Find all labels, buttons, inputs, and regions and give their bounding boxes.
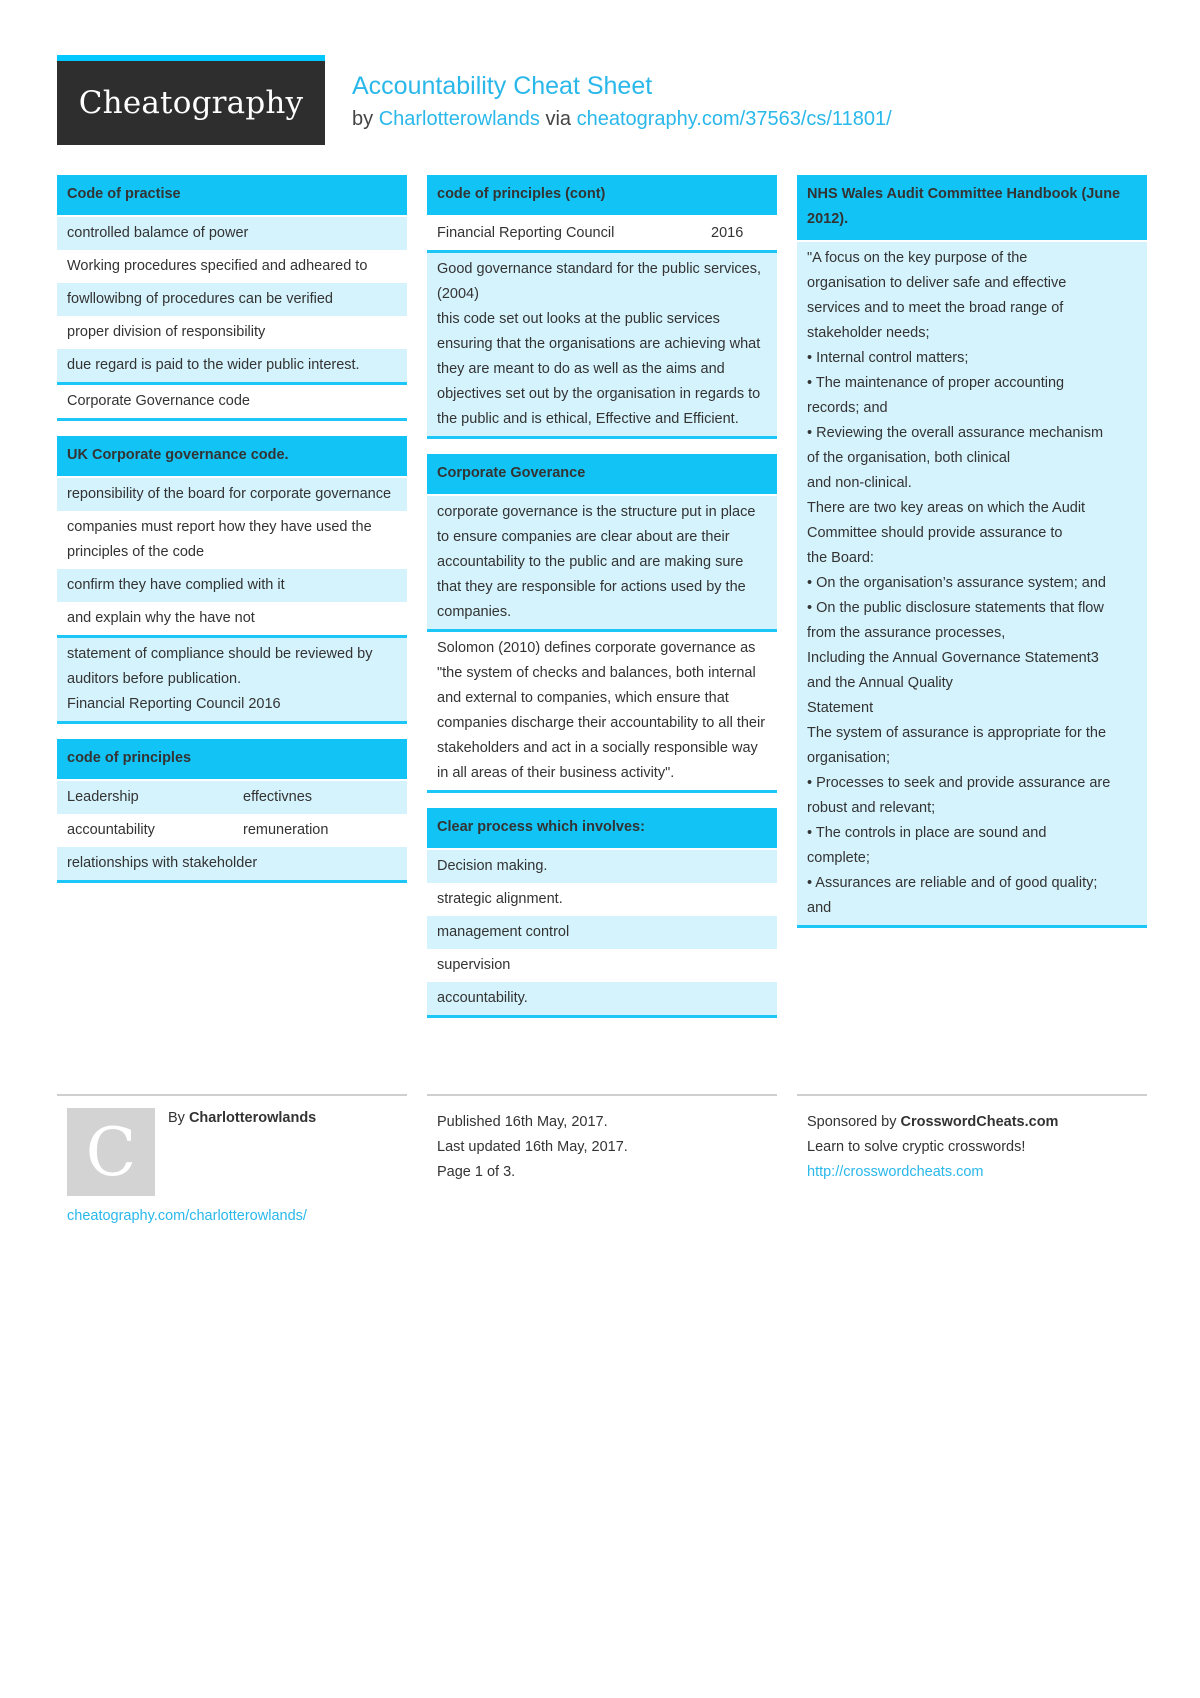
text-line: • Assurances are reliable and of good quality; xyxy=(807,875,1098,891)
footer-sponsor-text xyxy=(797,1096,1147,1185)
text-line: of the organisation, both clinical xyxy=(807,450,1011,466)
avatar[interactable]: C xyxy=(67,1108,155,1196)
text-line: organisation to deliver safe and effective xyxy=(807,275,1067,291)
text-line: • The maintenance of proper accounting xyxy=(807,375,1065,391)
text-line: and the Annual Quality xyxy=(807,675,953,691)
table-row xyxy=(57,814,407,847)
text-line: Statement xyxy=(807,700,874,716)
block-title: Code of practise xyxy=(57,175,407,217)
text-line: the Board: xyxy=(807,550,874,566)
table-cell: Financial Reporting Council xyxy=(437,225,615,241)
byline-by: by xyxy=(352,108,374,130)
text-line: The system of assurance is appropriate for the xyxy=(807,725,1107,741)
text-line: • Reviewing the overall assurance mechanism xyxy=(807,425,1104,441)
block-title: code of principles xyxy=(57,739,407,781)
sponsor-name[interactable]: CrosswordCheats.com xyxy=(900,1114,1059,1130)
list-item: reponsibility of the board for corporate governance xyxy=(57,478,407,511)
list-item: confirm they have complied with it xyxy=(57,569,407,602)
block-code-of-practise xyxy=(57,175,407,421)
sponsor-url-link[interactable]: http://crosswordcheats.com xyxy=(807,1164,984,1180)
text-line: • On the organisation’s assurance system; and xyxy=(807,575,1106,591)
byline-via: via xyxy=(545,108,572,130)
paragraph: Solomon (2010) defines corporate governance as "the system of checks and balances, both internal and external to companies, which ensure that companies discharge their accountability to all their stakeholders and act in a socially responsible way in all areas of their business activity". xyxy=(427,629,777,790)
list-item: Corporate Governance code xyxy=(57,382,407,418)
text-line: records; and xyxy=(807,400,888,416)
text-line: • On the public disclosure statements that flow xyxy=(807,600,1104,616)
column-2 xyxy=(427,175,777,1033)
paragraph: Good governance standard for the public services, (2004) xyxy=(437,261,762,302)
block-corporate-goverance xyxy=(427,454,777,793)
text-line: stakeholder needs; xyxy=(807,325,930,341)
text-line: and xyxy=(807,900,832,916)
text-line: Including the Annual Governance Statement3 xyxy=(807,650,1099,666)
list-item: Decision making. xyxy=(427,850,777,883)
byline xyxy=(352,108,892,131)
paragraph: corporate governance is the structure put in place to ensure companies are clear about are their accountability to the public and are making sure that they are responsible for actions used by the companies. xyxy=(427,496,777,629)
block-title: NHS Wales Audit Committee Handbook (June 2012). xyxy=(797,175,1147,242)
statement-source: Financial Reporting Council 2016 xyxy=(67,696,281,712)
block-code-of-principles-cont xyxy=(427,175,777,439)
list-item: supervision xyxy=(427,949,777,982)
page-number: Page 1 of 3. xyxy=(437,1164,516,1180)
text-line: from the assurance processes, xyxy=(807,625,1006,641)
good-governance-standard xyxy=(427,250,777,436)
list-item: Working procedures specified and adheared to xyxy=(57,250,407,283)
column-1 xyxy=(57,175,407,898)
logo-text: Cheatography xyxy=(57,61,325,145)
table-cell: accountability xyxy=(67,822,155,838)
list-item: controlled balamce of power xyxy=(57,217,407,250)
list-item: proper division of responsibility xyxy=(57,316,407,349)
list-item: strategic alignment. xyxy=(427,883,777,916)
logo[interactable] xyxy=(57,55,325,145)
block-code-of-principles xyxy=(57,739,407,883)
table-row xyxy=(57,781,407,814)
block-title: Corporate Goverance xyxy=(427,454,777,496)
sponsor-line xyxy=(797,1110,1147,1135)
footer-author xyxy=(57,1094,407,1234)
list-item: and explain why the have not xyxy=(57,602,407,635)
footer-by-label: By xyxy=(168,1110,185,1126)
text-line: robust and relevant; xyxy=(807,800,936,816)
table-cell: effectivnes xyxy=(243,789,313,805)
table-row xyxy=(427,217,777,250)
handbook-text xyxy=(797,242,1147,925)
paragraph: this code set out looks at the public services ensuring that the organisations are achieving what they are meant to do as well as the aims and objectives set out by the organisation in regards to the public and is ethical, Effective and Efficient. xyxy=(437,311,761,427)
block-nhs-wales-audit-handbook xyxy=(797,175,1147,928)
block-clear-process xyxy=(427,808,777,1018)
text-line: "A focus on the key purpose of the xyxy=(807,250,1028,266)
footer-dates xyxy=(427,1094,777,1185)
updated-date: Last updated 16th May, 2017. xyxy=(437,1139,628,1155)
table-cell: remuneration xyxy=(243,822,329,838)
text-line: • Internal control matters; xyxy=(807,350,969,366)
sponsor-tagline: Learn to solve cryptic crosswords! xyxy=(807,1139,1026,1155)
list-item: companies must report how they have used the principles of the code xyxy=(57,511,407,569)
page-title: Accountability Cheat Sheet xyxy=(352,72,653,100)
list-item: due regard is paid to the wider public interest. xyxy=(57,349,407,382)
list-item: accountability. xyxy=(427,982,777,1015)
footer-author-link[interactable]: Charlotterowlands xyxy=(188,1110,317,1126)
block-uk-corporate-governance-code xyxy=(57,436,407,724)
column-3 xyxy=(797,175,1147,943)
text-line: There are two key areas on which the Audit xyxy=(807,500,1086,516)
text-line: complete; xyxy=(807,850,870,866)
table-cell: 2016 xyxy=(711,225,744,241)
footer-byline xyxy=(168,1110,316,1126)
author-link[interactable]: Charlotterowlands xyxy=(378,108,540,130)
sheet-url-link[interactable]: cheatography.com/37563/cs/11801/ xyxy=(576,108,892,130)
block-title: Clear process which involves: xyxy=(427,808,777,850)
sponsor-label: Sponsored by xyxy=(807,1114,897,1130)
text-line: and non-clinical. xyxy=(807,475,912,491)
list-item: fowllowibng of procedures can be verified xyxy=(57,283,407,316)
text-line: • Processes to seek and provide assurance are xyxy=(807,775,1111,791)
list-item: management control xyxy=(427,916,777,949)
text-line: • The controls in place are sound and xyxy=(807,825,1047,841)
block-title: code of principles (cont) xyxy=(427,175,777,217)
table-cell: Leadership xyxy=(67,789,139,805)
statement-text: statement of compliance should be reviewed by auditors before publication. xyxy=(67,646,373,687)
published-date: Published 16th May, 2017. xyxy=(437,1114,608,1130)
profile-link[interactable]: cheatography.com/charlotterowlands/ xyxy=(67,1208,307,1224)
footer-sponsor xyxy=(797,1094,1147,1185)
statement-of-compliance xyxy=(57,635,407,721)
text-line: organisation; xyxy=(807,750,891,766)
block-title: UK Corporate governance code. xyxy=(57,436,407,478)
text-line: services and to meet the broad range of xyxy=(807,300,1064,316)
list-item: relationships with stakeholder xyxy=(57,847,407,880)
text-line: Committee should provide assurance to xyxy=(807,525,1063,541)
footer-dates-text xyxy=(427,1096,777,1185)
